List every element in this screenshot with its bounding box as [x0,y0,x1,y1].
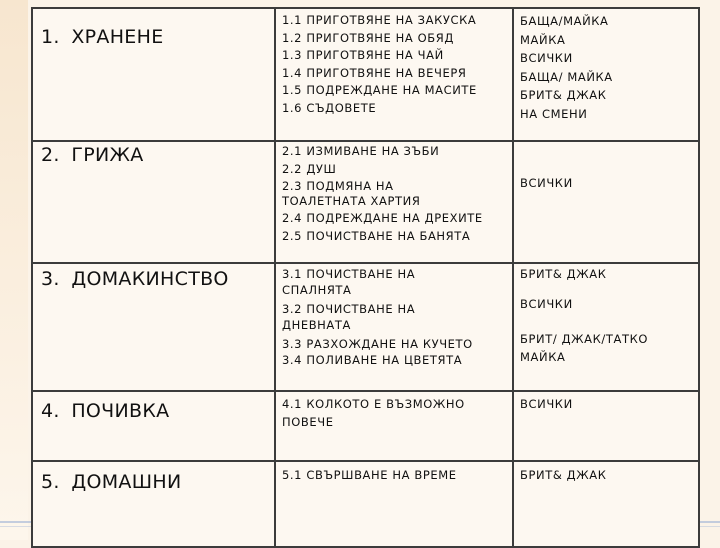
assignee-item: ВСИЧКИ [520,397,573,411]
task-item: 4.1 КОЛКОТО Е ВЪЗМОЖНО [282,397,465,411]
tasks-cell [275,263,513,391]
table-row [32,141,699,263]
assignee-item: НА СМЕНИ [520,106,588,121]
category-cell [32,391,275,461]
category-label: ПОЧИВКА [71,400,170,422]
task-item: 1.3 ПРИГОТВЯНЕ НА ЧАЙ [282,48,444,62]
task-item: 1.6 СЪДОВЕТЕ [282,100,377,115]
category-cell [32,141,275,263]
category-label: ДОМАКИНСТВО [71,268,229,290]
tasks-cell [275,141,513,263]
task-item: ПОВЕЧЕ [282,414,334,429]
assignee-item: БРИТ& ДЖАК [520,468,607,482]
table-row [32,263,699,391]
table-row [32,461,699,547]
left-accent [0,0,28,540]
task-item: ДНЕВНАТА [282,318,351,332]
row-number: 2. [41,144,60,166]
task-item: 2.2 ДУШ [282,161,337,176]
assignee-item: БРИТ/ ДЖАК/ТАТКО [520,332,648,346]
tasks-cell [275,8,513,141]
task-item: ТОАЛЕТНАТА ХАРТИЯ [282,193,421,208]
assignee-item: БАЩА/ МАЙКА [520,69,613,84]
assignee-cell [513,461,699,547]
task-item: 3.2 ПОЧИСТВАНЕ НА [282,302,416,316]
assignee-item: БАЩА/МАЙКА [520,14,609,28]
task-item: 2.1 ИЗМИВАНЕ НА ЗЪБИ [282,144,440,158]
assignee-item: ВСИЧКИ [520,296,573,311]
chores-table [31,7,700,548]
task-item: 1.4 ПРИГОТВЯНЕ НА ВЕЧЕРЯ [282,65,467,80]
task-item: 3.4 ПОЛИВАНЕ НА ЦВЕТЯТА [282,353,463,367]
task-item: 2.5 ПОЧИСТВАНЕ НА БАНЯТА [282,228,471,243]
tasks-cell [275,391,513,461]
assignee-item: МАЙКА [520,349,566,364]
assignee-item: ВСИЧКИ [520,51,573,65]
task-item: 1.1 ПРИГОТВЯНЕ НА ЗАКУСКА [282,13,477,27]
task-item: 3.1 ПОЧИСТВАНЕ НА [282,267,416,281]
task-item: 1.2 ПРИГОТВЯНЕ НА ОБЯД [282,30,454,45]
assignee-item: ВСИЧКИ [520,176,573,190]
table-row [32,8,699,141]
category-cell [32,263,275,391]
assignee-cell [513,141,699,263]
tasks-cell [275,461,513,547]
assignee-cell [513,263,699,391]
row-number: 3. [41,268,60,290]
category-label: ДОМАШНИ [71,471,182,493]
category-label: ХРАНЕНЕ [71,26,164,48]
task-item: 1.5 ПОДРЕЖДАНЕ НА МАСИТЕ [282,83,477,97]
task-item: 2.4 ПОДРЕЖДАНЕ НА ДРЕХИТЕ [282,211,483,225]
task-item: 2.3 ПОДМЯНА НА [282,179,394,193]
category-cell [32,8,275,141]
task-item: 5.1 СВЪРШВАНЕ НА ВРЕМЕ [282,468,457,482]
row-number: 4. [41,400,60,422]
task-item: СПАЛНЯТА [282,283,352,297]
assignee-cell [513,8,699,141]
category-cell [32,461,275,547]
assignee-cell [513,391,699,461]
row-number: 1. [41,26,60,48]
task-item: 3.3 РАЗХОЖДАНЕ НА КУЧЕТО [282,337,473,351]
category-label: ГРИЖА [71,144,144,166]
table-row [32,391,699,461]
assignee-item: БРИТ& ДЖАК [520,88,607,102]
assignee-item: БРИТ& ДЖАК [520,267,607,281]
row-number: 5. [41,471,60,493]
assignee-item: МАЙКА [520,32,566,47]
